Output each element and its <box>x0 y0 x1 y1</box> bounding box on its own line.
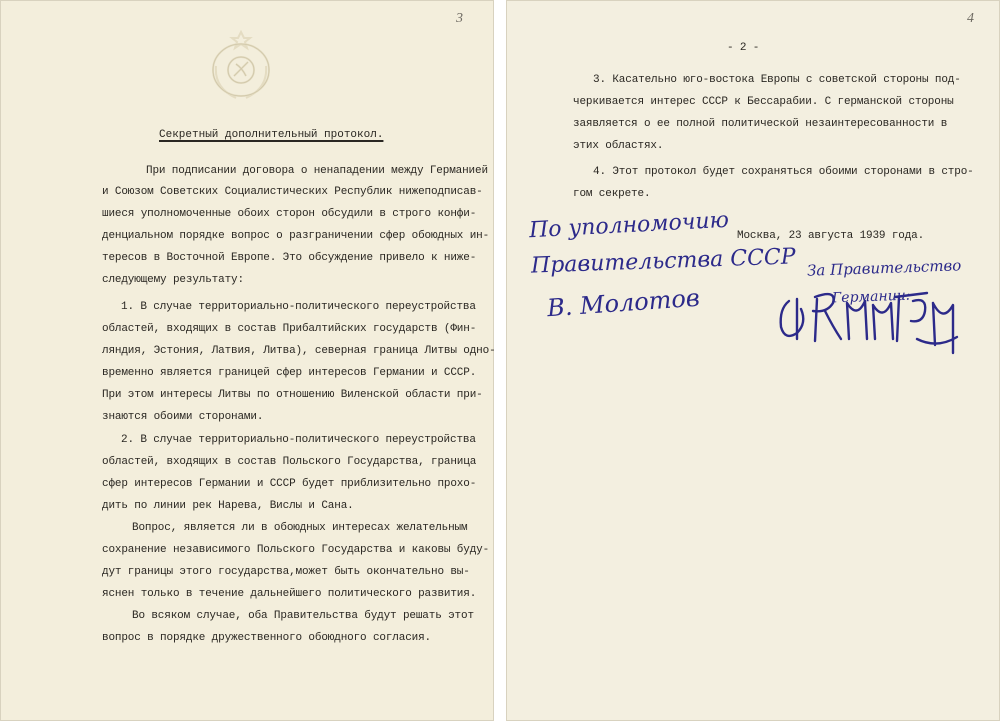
text-line: следующему результату: <box>102 274 244 286</box>
text-line: дут границы этого государства,может быть окончательно вы- <box>102 566 470 578</box>
molotov-signature: В. Молотов <box>546 283 701 323</box>
place-and-date: Москва, 23 августа 1939 года. <box>737 230 925 242</box>
text-line: 4. Этот протокол будет сохраняться обоими сторонами в стро- <box>593 166 974 178</box>
handwritten-authority-line: По уполномочию <box>528 207 730 244</box>
page-number: 3 <box>456 11 463 26</box>
text-line: тересов в Восточной Европе. Это обсуждение привело к ниже- <box>102 252 477 264</box>
text-line: шиеся уполномоченные обоих сторон обсудили в строго конфи- <box>102 208 477 220</box>
text-line: этих областях. <box>573 140 664 152</box>
text-line: областей, входящих в состав Польского Государства, граница <box>102 456 477 468</box>
text-line: яснен только в течение дальнейшего политического развития. <box>102 588 477 600</box>
text-line: Вопрос, является ли в обоюдных интересах желательным <box>132 522 468 534</box>
text-line: гом секрете. <box>573 188 651 200</box>
text-line: черкивается интерес СССР к Бессарабии. С германской стороны <box>573 96 954 108</box>
text-line: сохранение независимого Польского Государства и каковы буду- <box>102 544 490 556</box>
document-title: Секретный дополнительный протокол. <box>159 129 384 141</box>
text-line: заявляется о ее полной политической незаинтересованности в <box>573 118 948 130</box>
text-line: дить по линии рек Нарева, Вислы и Сана. <box>102 500 354 512</box>
text-line: вопрос в порядке дружественного обоюдного согласия. <box>102 632 432 644</box>
text-line: 2. В случае территориально-политического переустройства <box>121 434 476 446</box>
text-line: областей, входящих в состав Прибалтийских государств (Фин- <box>102 323 477 335</box>
text-line: сфер интересов Германии и СССР будет приблизительно прохо- <box>102 478 477 490</box>
state-emblem-icon <box>206 26 276 104</box>
text-line: ляндия, Эстония, Латвия, Литва), северная граница Литвы одно- <box>102 345 496 357</box>
text-line: знаются обоими сторонами. <box>102 411 264 423</box>
ribbentrop-signature-icon <box>767 279 967 379</box>
text-line: При подписании договора о ненападении между Германией <box>146 165 488 177</box>
handwritten-german-line: Германии: <box>831 287 911 307</box>
text-line: временно является границей сфер интересов Германии и СССР. <box>102 367 477 379</box>
document-page-left <box>0 0 494 721</box>
text-line: и Союзом Советских Социалистических Республик нижеподписав- <box>102 186 483 198</box>
document-page-right <box>506 0 1000 721</box>
handwritten-german-line: За Правительство <box>806 256 962 280</box>
handwritten-authority-line: Правительства СССР <box>530 244 796 279</box>
page-header: - 2 - <box>727 42 760 54</box>
page-number: 4 <box>967 11 974 26</box>
text-line: Во всяком случае, оба Правительства будут решать этот <box>132 610 474 622</box>
text-line: При этом интересы Литвы по отношению Виленской области при- <box>102 389 483 401</box>
text-line: денциальном порядке вопрос о разграничении сфер обоюдных ин- <box>102 230 490 242</box>
text-line: 1. В случае территориально-политического переустройства <box>121 301 476 313</box>
text-line: 3. Касательно юго-востока Европы с советской стороны под- <box>593 74 961 86</box>
